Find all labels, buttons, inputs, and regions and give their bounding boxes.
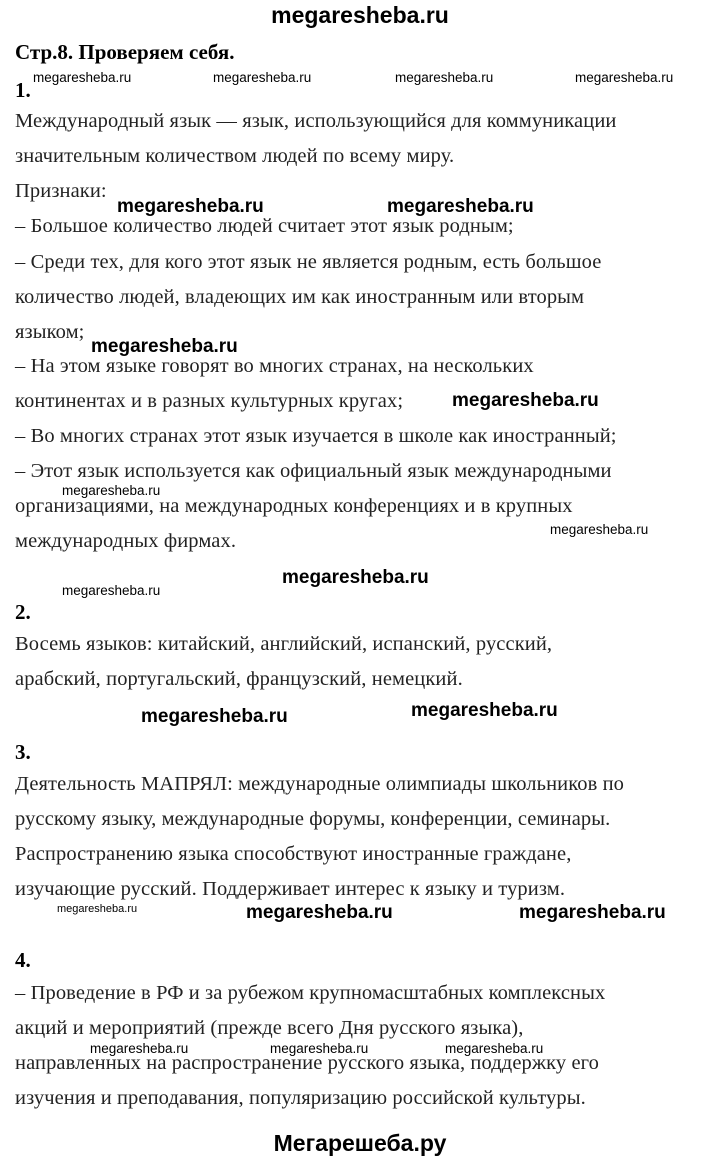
section-1-line: Международный язык — язык, использующийся для коммуникации: [15, 110, 617, 132]
watermark: megaresheba.ru: [411, 700, 558, 721]
section-4-line: направленных на распространение русского языка, поддержку его: [15, 1052, 600, 1074]
watermark: megaresheba.ru: [395, 70, 494, 85]
section-3-line: изучающие русский. Поддерживает интерес к языку и туризм.: [15, 878, 566, 900]
section-1-number: 1.: [15, 78, 31, 102]
watermark: megaresheba.ru: [117, 196, 264, 217]
site-header: megaresheba.ru: [271, 2, 449, 28]
page-title: Стр.8. Проверяем себя.: [15, 40, 235, 64]
section-2-number: 2.: [15, 600, 31, 624]
section-1-line: международных фирмах.: [15, 530, 237, 552]
watermark: megaresheba.ru: [33, 70, 132, 85]
section-1-line: языком;: [15, 321, 85, 343]
watermark: megaresheba.ru: [91, 336, 238, 357]
section-3-line: Распространению языка способствуют иностранные граждане,: [15, 843, 572, 865]
section-1-line: – Большое количество людей считает этот язык родным;: [15, 215, 514, 237]
watermark: megaresheba.ru: [246, 902, 393, 923]
watermark: megaresheba.ru: [141, 706, 288, 727]
section-3-line: русскому языку, международные форумы, конференции, семинары.: [15, 808, 611, 830]
watermark: megaresheba.ru: [57, 903, 138, 915]
section-4-line: – Проведение в РФ и за рубежом крупномасштабных комплексных: [15, 982, 606, 1004]
section-1-line: континентах и в разных культурных кругах;: [15, 390, 404, 412]
watermark: megaresheba.ru: [550, 522, 649, 537]
section-4-line: изучения и преподавания, популяризацию российской культуры.: [15, 1087, 586, 1109]
section-1-line: – На этом языке говорят во многих странах, на нескольких: [15, 355, 534, 377]
watermark: megaresheba.ru: [452, 390, 599, 411]
watermark: megaresheba.ru: [387, 196, 534, 217]
section-1-line: Признаки:: [15, 180, 107, 202]
site-footer: Мегарешеба.ру: [273, 1130, 447, 1156]
watermark: megaresheba.ru: [575, 70, 674, 85]
section-4-line: акций и мероприятий (прежде всего Дня русского языка),: [15, 1017, 524, 1039]
watermark: megaresheba.ru: [270, 1041, 369, 1056]
watermark: megaresheba.ru: [519, 902, 666, 923]
watermark: megaresheba.ru: [282, 567, 429, 588]
watermark: megaresheba.ru: [62, 483, 161, 498]
section-2-line: арабский, португальский, французский, немецкий.: [15, 668, 463, 690]
section-2-line: Восемь языков: китайский, английский, испанский, русский,: [15, 633, 553, 655]
section-1-line: – Во многих странах этот язык изучается в школе как иностранный;: [15, 425, 617, 447]
watermark: megaresheba.ru: [213, 70, 312, 85]
section-1-line: значительным количеством людей по всему миру.: [15, 145, 455, 167]
section-1-line: организациями, на международных конференциях и в крупных: [15, 495, 573, 517]
watermark: megaresheba.ru: [445, 1041, 544, 1056]
section-1-line: количество людей, владеющих им как иностранным или вторым: [15, 286, 585, 308]
section-4-number: 4.: [15, 948, 31, 972]
watermark: megaresheba.ru: [90, 1041, 189, 1056]
section-1-line: – Этот язык используется как официальный язык международными: [15, 460, 612, 482]
section-3-line: Деятельность МАПРЯЛ: международные олимпиады школьников по: [15, 773, 625, 795]
section-1-line: – Среди тех, для кого этот язык не является родным, есть большое: [15, 251, 602, 273]
watermark: megaresheba.ru: [62, 583, 161, 598]
section-3-number: 3.: [15, 740, 31, 764]
